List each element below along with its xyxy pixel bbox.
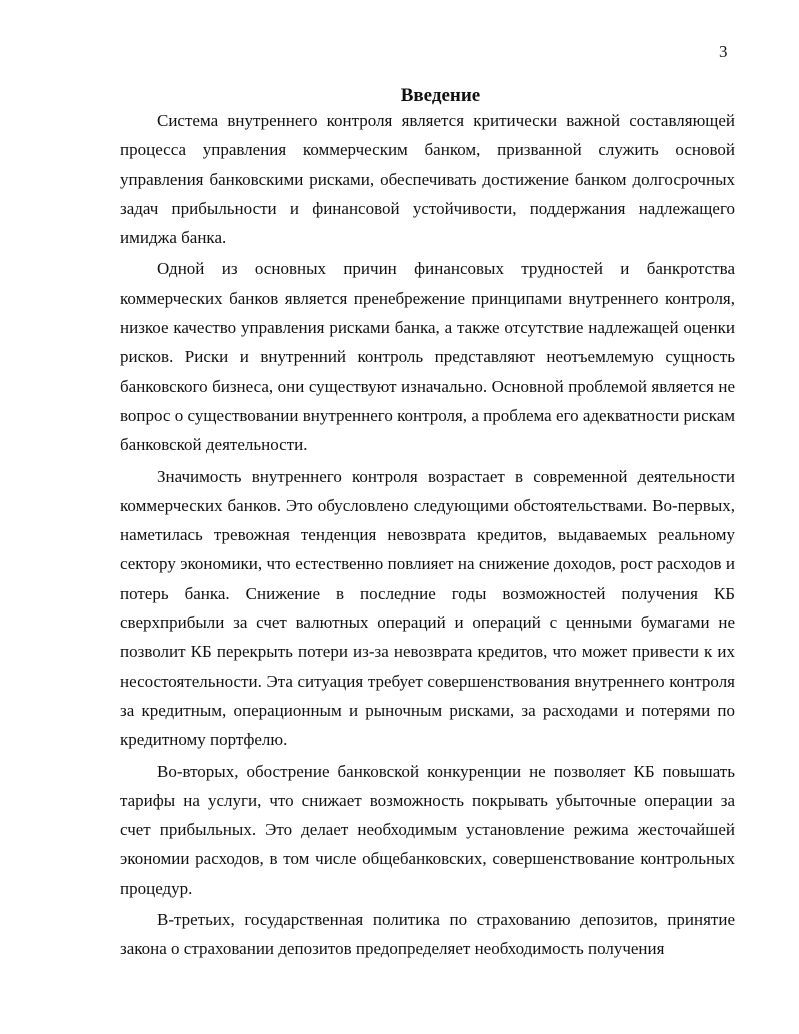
paragraph-1: Система внутреннего контроля является критически важной составляющей процесса управления коммерческим банком, призванной служить основой управления банковскими рисками, обеспечивать достижение банком долгосрочных задач прибыльности и финансовой устойчивости, поддержания надлежащего имиджа банка. xyxy=(120,111,735,248)
paragraph-3: Значимость внутреннего контроля возрастает в современной деятельности коммерческих банков. Это обусловлено следующими обстоятельствами. Во-первых, наметилась тревожная тенденция невозврата кредитов, выдаваемых реальному сектору экономики, что естественно повлияет на снижение доходов, рост расходов и потерь банка. Снижение в последние годы возможностей получения КБ сверхприбыли за счет валютных операций и операций с ценными бумагами не позволит КБ перекрыть потери из-за невозврата кредитов, что может привести к их несостоятельности. Эта ситуация требует совершенствования внутреннего контроля за кредитным, операционным и рыночным рисками, за расходами и потерями по кредитному портфелю. xyxy=(120,466,735,750)
paragraph-4: Во-вторых, обострение банковской конкуренции не позволяет КБ повышать тарифы на услуги, что снижает возможность покрывать убыточные операции за счет прибыльных. Это делает необходимым установление режима жесточайшей экономии расходов, в том числе общебанковских, совершенствование контрольных процедур. xyxy=(120,761,735,898)
paragraph-2: Одной из основных причин финансовых трудностей и банкротства коммерческих банков является пренебрежение принципами внутреннего контроля, низкое качество управления рисками банка, а также отсутствие надлежащей оценки рисков. Риски и внутренний контроль представляют неотъемлемую сущность банковского бизнеса, они существуют изначально. Основной проблемой является не вопрос о существовании внутреннего контроля, а проблема его адекватности рискам банковской деятельности. xyxy=(120,259,735,455)
section-title: Введение xyxy=(400,85,481,106)
page-number: 3 xyxy=(719,42,728,61)
document-body xyxy=(120,106,735,966)
paragraph-5: В-третьих, государственная политика по страхованию депозитов, принятие закона о страховании депозитов предопределяет необходимость получения xyxy=(120,910,735,959)
